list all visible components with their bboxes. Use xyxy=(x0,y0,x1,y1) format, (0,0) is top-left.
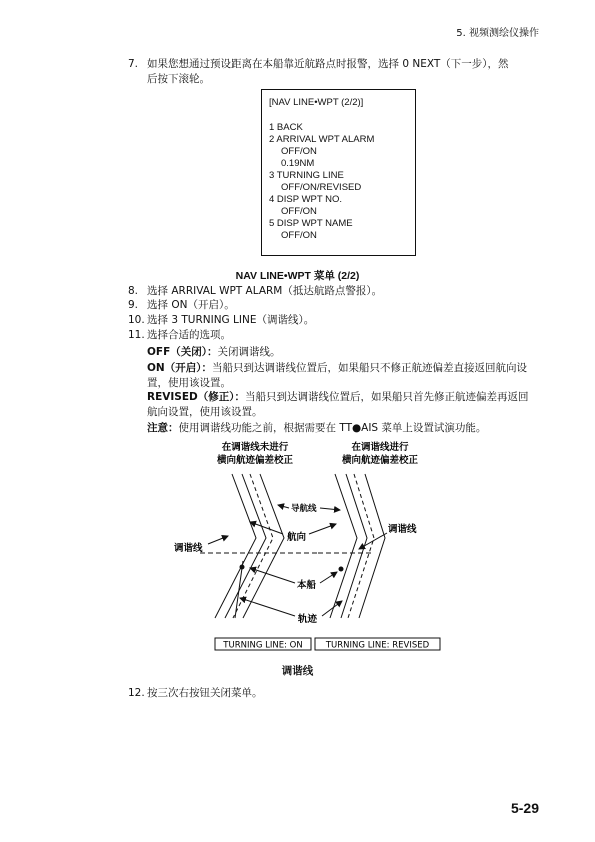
option-label: ON（开启）： xyxy=(147,362,212,374)
step-8 xyxy=(128,284,382,299)
step-text: 选择 ARRIVAL WPT ALARM（抵达航路点警报）。 xyxy=(147,285,383,297)
step-text: 如果您想通过预设距离在本船靠近航路点时报警，选择 0 NEXT（下一步），然 xyxy=(147,58,509,70)
option-text: 当船只到达调谐线位置后，如果船只不修正航迹偏差直接返回航向设 xyxy=(211,362,527,374)
option-text: 当船只到达调谐线位置后，如果船只首先修正航迹偏差再返回 xyxy=(245,391,529,403)
figure-caption: 调谐线 xyxy=(281,665,314,677)
left-heading-line1: 在调谐线未进行 xyxy=(221,442,289,453)
step-7 xyxy=(128,57,509,72)
turning-line-diagram xyxy=(160,436,460,656)
menu-option: OFF/ON xyxy=(281,206,317,217)
step-9 xyxy=(128,298,235,313)
turning-line-label-left: 调谐线 xyxy=(174,543,203,554)
menu-item: 2 ARRIVAL WPT ALARM xyxy=(269,134,375,145)
option-on-continuation: 置，使用该设置。 xyxy=(147,377,231,389)
option-label: REVISED（修正）： xyxy=(147,391,245,403)
menu-item: 5 DISP WPT NAME xyxy=(269,218,353,229)
step-number: 11. xyxy=(128,329,145,341)
left-route-outer-b xyxy=(225,474,266,618)
right-heading-line1: 在调谐线进行 xyxy=(351,442,409,453)
track-arrow-right xyxy=(322,601,342,616)
step-7-continuation: 后按下滚轮。 xyxy=(147,73,210,85)
menu-title: [NAV LINE•WPT (2/2)] xyxy=(269,97,364,108)
menu-item: 4 DISP WPT NO. xyxy=(269,194,343,205)
step-number: 9. xyxy=(128,299,139,311)
turning-line-revised-label: TURNING LINE: REVISED xyxy=(325,640,430,651)
left-heading-line2: 横向航迹偏差校正 xyxy=(216,455,294,466)
page-number: 5-29 xyxy=(510,800,539,816)
left-route-inner xyxy=(243,474,284,618)
menu-option: 0.19NM xyxy=(281,158,315,169)
option-text: 关闭调谐线。 xyxy=(217,346,281,358)
step-12 xyxy=(128,686,263,701)
turning-line-arrow-left xyxy=(208,536,228,544)
step-number: 8. xyxy=(128,285,139,297)
option-revised-continuation: 航向设置，使用该设置。 xyxy=(147,406,263,418)
track-label: 轨迹 xyxy=(298,614,318,625)
step-text: 选择 ON（开启）。 xyxy=(147,299,235,311)
left-own-ship-icon xyxy=(240,565,245,570)
left-nav-line xyxy=(233,474,273,618)
step-number: 12. xyxy=(128,687,145,699)
right-nav-line xyxy=(348,474,374,618)
turning-line-label-right: 调谐线 xyxy=(388,524,417,535)
menu-item: 3 TURNING LINE xyxy=(269,170,344,181)
option-on xyxy=(147,361,527,376)
right-route-inner xyxy=(359,474,385,618)
right-own-ship-icon xyxy=(339,567,344,572)
right-heading-line2: 横向航迹偏差校正 xyxy=(341,455,419,466)
menu-caption: NAV LINE•WPT 菜单 (2/2) xyxy=(235,270,360,282)
own-ship-arrow-right xyxy=(320,572,337,583)
nav-line-arrow-left xyxy=(278,505,289,508)
nav-line-label: 导航线 xyxy=(291,504,317,514)
turning-line-on-label: TURNING LINE: ON xyxy=(223,640,303,651)
step-text: 选择合适的选项。 xyxy=(147,329,231,341)
menu-item: 1 BACK xyxy=(269,122,303,133)
step-number: 10. xyxy=(128,314,145,326)
option-label: OFF（关闭）： xyxy=(147,346,218,358)
step-11 xyxy=(128,328,231,343)
step-number: 7. xyxy=(128,58,139,70)
own-ship-label: 本船 xyxy=(297,580,317,591)
note-text: 使用调谐线功能之前，根据需要在 TT●AIS 菜单上设置试演功能。 xyxy=(178,422,487,434)
step-text: 选择 3 TURNING LINE（调谐线）。 xyxy=(147,314,315,326)
note-label: 注意： xyxy=(147,422,179,434)
option-off xyxy=(147,345,281,360)
option-revised xyxy=(147,390,529,405)
step-text: 按三次右按钮关闭菜单。 xyxy=(147,687,263,699)
heading-arrow-left xyxy=(250,522,283,534)
note xyxy=(147,421,486,436)
own-ship-arrow-left xyxy=(250,568,295,583)
menu-option: OFF/ON xyxy=(281,230,317,241)
page-header: 5. 视频测绘仪操作 xyxy=(456,28,539,39)
menu-option: OFF/ON/REVISED xyxy=(281,182,362,193)
menu-option: OFF/ON xyxy=(281,146,317,157)
menu-screen-box xyxy=(261,89,416,256)
heading-arrow-right xyxy=(309,524,336,534)
step-10 xyxy=(128,313,314,328)
left-track xyxy=(235,561,243,618)
nav-line-arrow-right xyxy=(320,508,340,510)
heading-label: 航向 xyxy=(287,532,307,543)
